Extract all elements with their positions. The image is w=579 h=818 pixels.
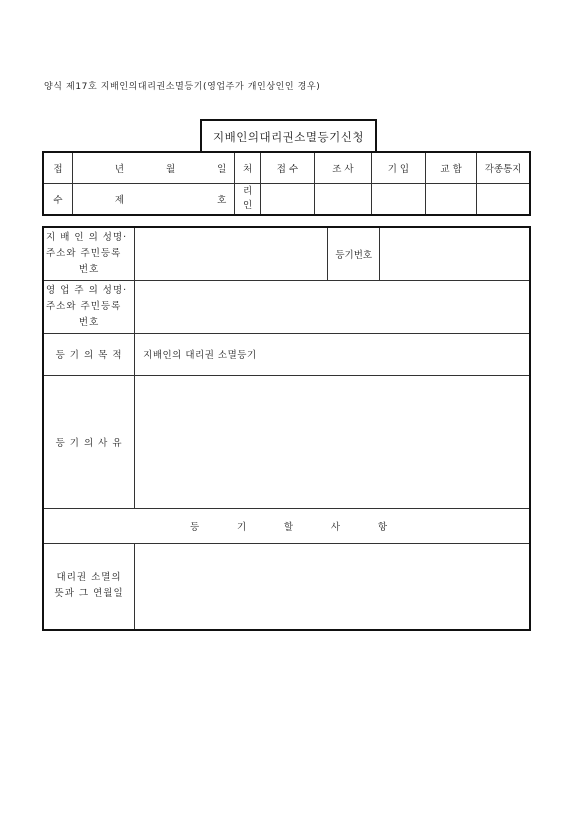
handler-label-3: 인	[243, 199, 253, 211]
number-suffix: 호	[217, 194, 227, 206]
entry-stamp-box[interactable]	[371, 183, 425, 215]
cause-label: 등 기 의 사 유	[43, 375, 135, 508]
matters-char-3: 할	[283, 521, 294, 533]
handler-cell	[235, 183, 261, 215]
year-label: 년	[114, 163, 125, 175]
manager-info-field[interactable]	[135, 227, 328, 280]
matters-header	[43, 508, 530, 543]
application-table	[42, 226, 531, 631]
handler-label-1: 처	[235, 152, 261, 183]
receipt-label-bottom: 수	[43, 183, 72, 215]
receipt-number-cell	[72, 183, 235, 215]
purpose-value: 지배인의 대리권 소멸등기	[135, 333, 530, 375]
handler-label-2: 리	[243, 185, 253, 197]
col-header-review: 조 사	[315, 152, 372, 183]
owner-label-line3: 번호	[78, 316, 100, 328]
matters-char-2: 기	[236, 521, 247, 533]
purpose-label: 등 기 의 목 적	[43, 333, 135, 375]
manager-label-line1: 지 배 인 의 성명·	[46, 231, 128, 243]
extinction-label-cell	[43, 543, 135, 630]
check-stamp-box[interactable]	[425, 183, 476, 215]
registration-number-label: 등기번호	[328, 227, 380, 280]
owner-label-cell	[43, 280, 135, 333]
receipt-date-cell	[72, 152, 235, 183]
receipt-label-top: 접	[43, 152, 72, 183]
owner-label-line2: 주소와 주민등록	[46, 300, 122, 312]
form-title	[200, 119, 377, 152]
extinction-field[interactable]	[135, 543, 530, 630]
owner-label-line1: 영 업 주 의 성명·	[46, 284, 128, 296]
form-number: 양식 제17호 지배인의대리권소멸등기(영업주가 개인상인인 경우)	[44, 82, 321, 92]
extinction-label-line1: 대리권 소멸의	[56, 572, 122, 584]
receipt-stamp-box[interactable]	[260, 183, 314, 215]
month-label: 월	[165, 163, 176, 175]
matters-char-5: 항	[377, 521, 387, 533]
receipt-table	[42, 151, 531, 216]
manager-label-cell	[43, 227, 135, 280]
matters-char-1: 등	[190, 521, 200, 533]
col-header-receipt: 접 수	[260, 152, 314, 183]
review-stamp-box[interactable]	[315, 183, 372, 215]
day-label: 일	[217, 163, 227, 175]
owner-info-field[interactable]	[135, 280, 530, 333]
manager-label-line2: 주소와 주민등록	[46, 247, 122, 259]
col-header-entry: 기 입	[371, 152, 425, 183]
col-header-notice: 각종통지	[477, 152, 530, 183]
extinction-label-line2: 뜻과 그 연월일	[54, 588, 124, 600]
cause-field[interactable]	[135, 375, 530, 508]
notice-stamp-box[interactable]	[477, 183, 530, 215]
matters-char-4: 사	[330, 521, 341, 533]
registration-number-field[interactable]	[380, 227, 530, 280]
number-prefix: 제	[114, 194, 125, 206]
col-header-check: 교 합	[425, 152, 476, 183]
manager-label-line3: 번호	[78, 263, 100, 275]
form-title-text: 지배인의대리권소멸등기신청	[213, 129, 364, 144]
